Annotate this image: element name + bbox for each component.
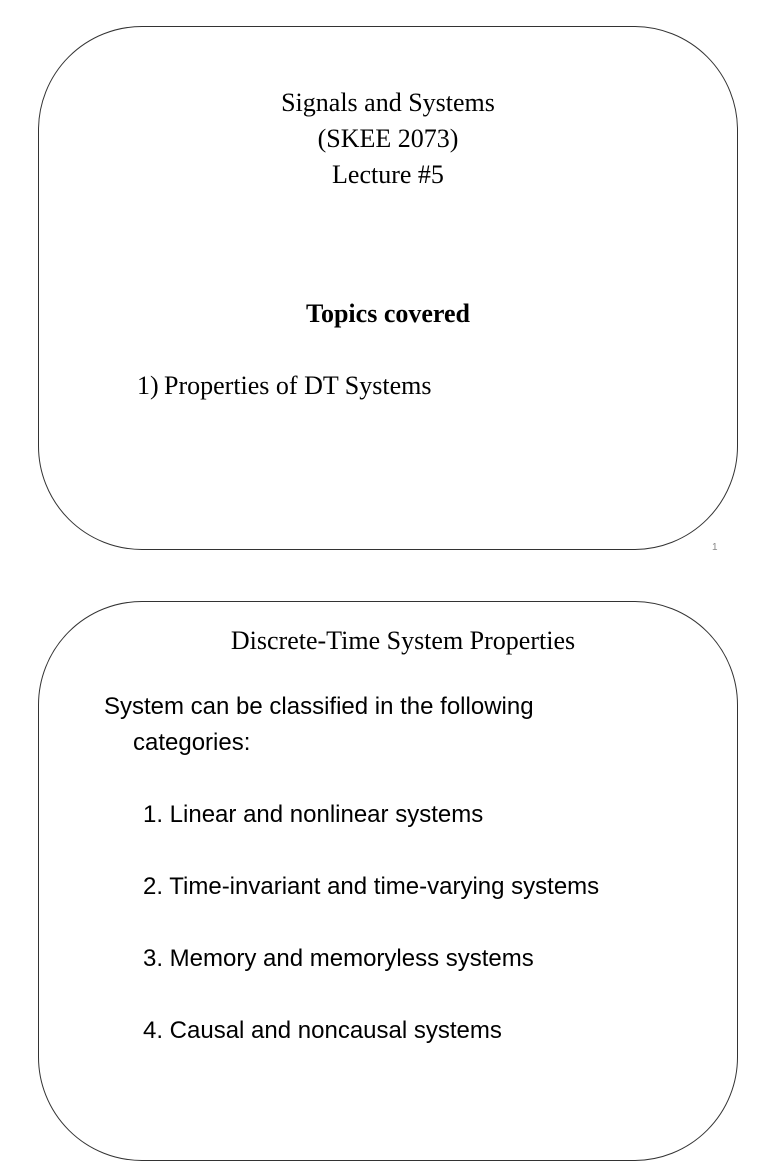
topic-item — [137, 371, 431, 401]
list-item: 2. Time-invariant and time-varying systems — [143, 873, 600, 900]
slide-1 — [38, 26, 738, 550]
list-item: 3. Memory and memoryless systems — [143, 945, 534, 972]
list-item: 1. Linear and nonlinear systems — [143, 801, 484, 828]
list-item: 4. Causal and noncausal systems — [143, 1017, 502, 1044]
slide-2 — [38, 601, 738, 1161]
topics-heading: Topics covered — [306, 299, 470, 328]
topic-text: Properties of DT Systems — [164, 371, 432, 400]
page-number: 1 — [712, 542, 718, 553]
intro-text — [104, 689, 534, 761]
intro-line: categories: — [133, 729, 251, 756]
course-code: (SKEE 2073) — [317, 124, 459, 153]
category-list — [143, 797, 599, 1085]
slide-title — [39, 85, 737, 193]
intro-line: System can be classified in the following — [104, 693, 534, 720]
lecture-number: Lecture #5 — [332, 160, 444, 189]
slide-title: Discrete-Time System Properties — [230, 626, 576, 655]
course-title: Signals and Systems — [281, 88, 495, 117]
topic-number: 1) — [137, 371, 159, 400]
